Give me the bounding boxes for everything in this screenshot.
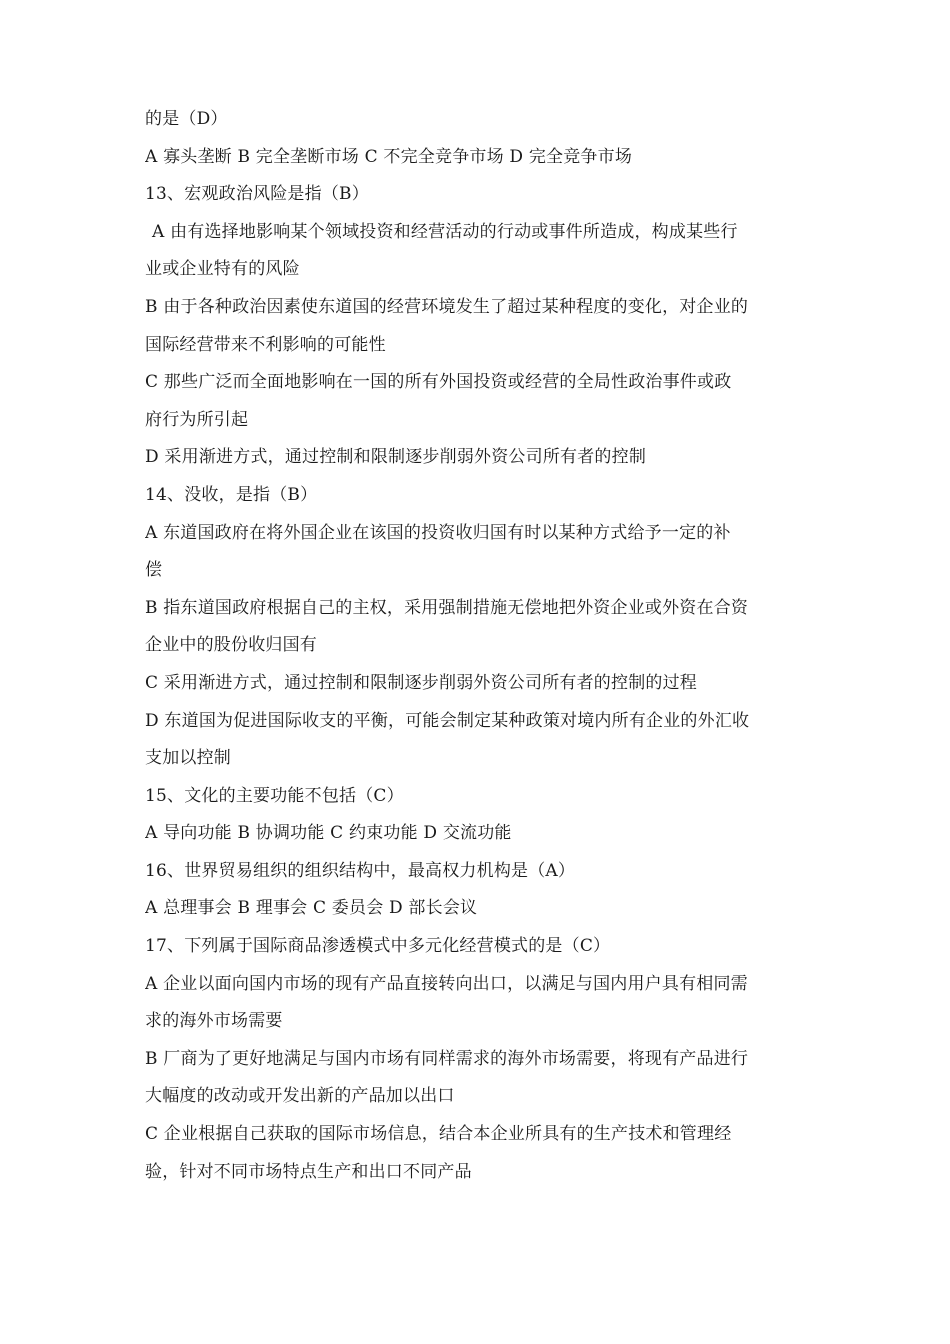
option-line: B 由于各种政治因素使东道国的经营环境发生了超过某种程度的变化，对企业的 — [145, 296, 749, 317]
option-line: A 总理事会 B 理事会 C 委员会 D 部长会议 — [145, 898, 478, 919]
option-continuation: 府行为所引起 — [145, 409, 249, 430]
option-line: B 厂商为了更好地满足与国内市场有同样需求的海外市场需要，将现有产品进行 — [145, 1048, 749, 1069]
question-heading: 15、文化的主要功能不包括（C） — [145, 785, 404, 806]
option-line: C 采用渐进方式，通过控制和限制逐步削弱外资公司所有者的控制的过程 — [145, 672, 698, 693]
option-line: C 那些广泛而全面地影响在一国的所有外国投资或经营的全局性政治事件或政 — [145, 372, 732, 393]
question-heading: 14、没收，是指（B） — [145, 484, 318, 505]
document-body — [145, 101, 813, 1191]
option-line: D 东道国为促进国际收支的平衡，可能会制定某种政策对境内所有企业的外汇收 — [145, 710, 750, 731]
option-line: A 企业以面向国内市场的现有产品直接转向出口，以满足与国内用户具有相同需 — [145, 973, 748, 994]
option-continuation: 验，针对不同市场特点生产和出口不同产品 — [145, 1161, 472, 1182]
option-continuation: 大幅度的改动或开发出新的产品加以出口 — [145, 1086, 455, 1107]
question-heading: 13、宏观政治风险是指（B） — [145, 184, 369, 205]
text-line: 的是（D） — [145, 109, 228, 129]
question-heading: 16、世界贸易组织的组织结构中，最高权力机构是（A） — [145, 860, 576, 881]
option-continuation: 业或企业特有的风险 — [145, 259, 300, 280]
text-line: A 寡头垄断 B 完全垄断市场 C 不完全竞争市场 D 完全竞争市场 — [145, 146, 633, 167]
option-line: A 东道国政府在将外国企业在该国的投资收归国有时以某种方式给予一定的补 — [145, 522, 731, 543]
option-continuation: 偿 — [145, 560, 163, 581]
question-heading: 17、下列属于国际商品渗透模式中多元化经营模式的是（C） — [145, 936, 611, 957]
option-continuation: 求的海外市场需要 — [145, 1011, 283, 1032]
option-line: A 由有选择地影响某个领域投资和经营活动的行动或事件所造成，构成某些行 — [152, 221, 738, 242]
option-continuation: 企业中的股份收归国有 — [145, 635, 317, 656]
option-line: B 指东道国政府根据自己的主权，采用强制措施无偿地把外资企业或外资在合资 — [145, 597, 749, 618]
option-line: A 导向功能 B 协调功能 C 约束功能 D 交流功能 — [145, 823, 512, 844]
option-continuation: 支加以控制 — [145, 748, 231, 769]
option-line: D 采用渐进方式，通过控制和限制逐步削弱外资公司所有者的控制 — [145, 447, 647, 468]
option-line: C 企业根据自己获取的国际市场信息，结合本企业所具有的生产技术和管理经 — [145, 1124, 732, 1145]
option-continuation: 国际经营带来不利影响的可能性 — [145, 334, 386, 355]
